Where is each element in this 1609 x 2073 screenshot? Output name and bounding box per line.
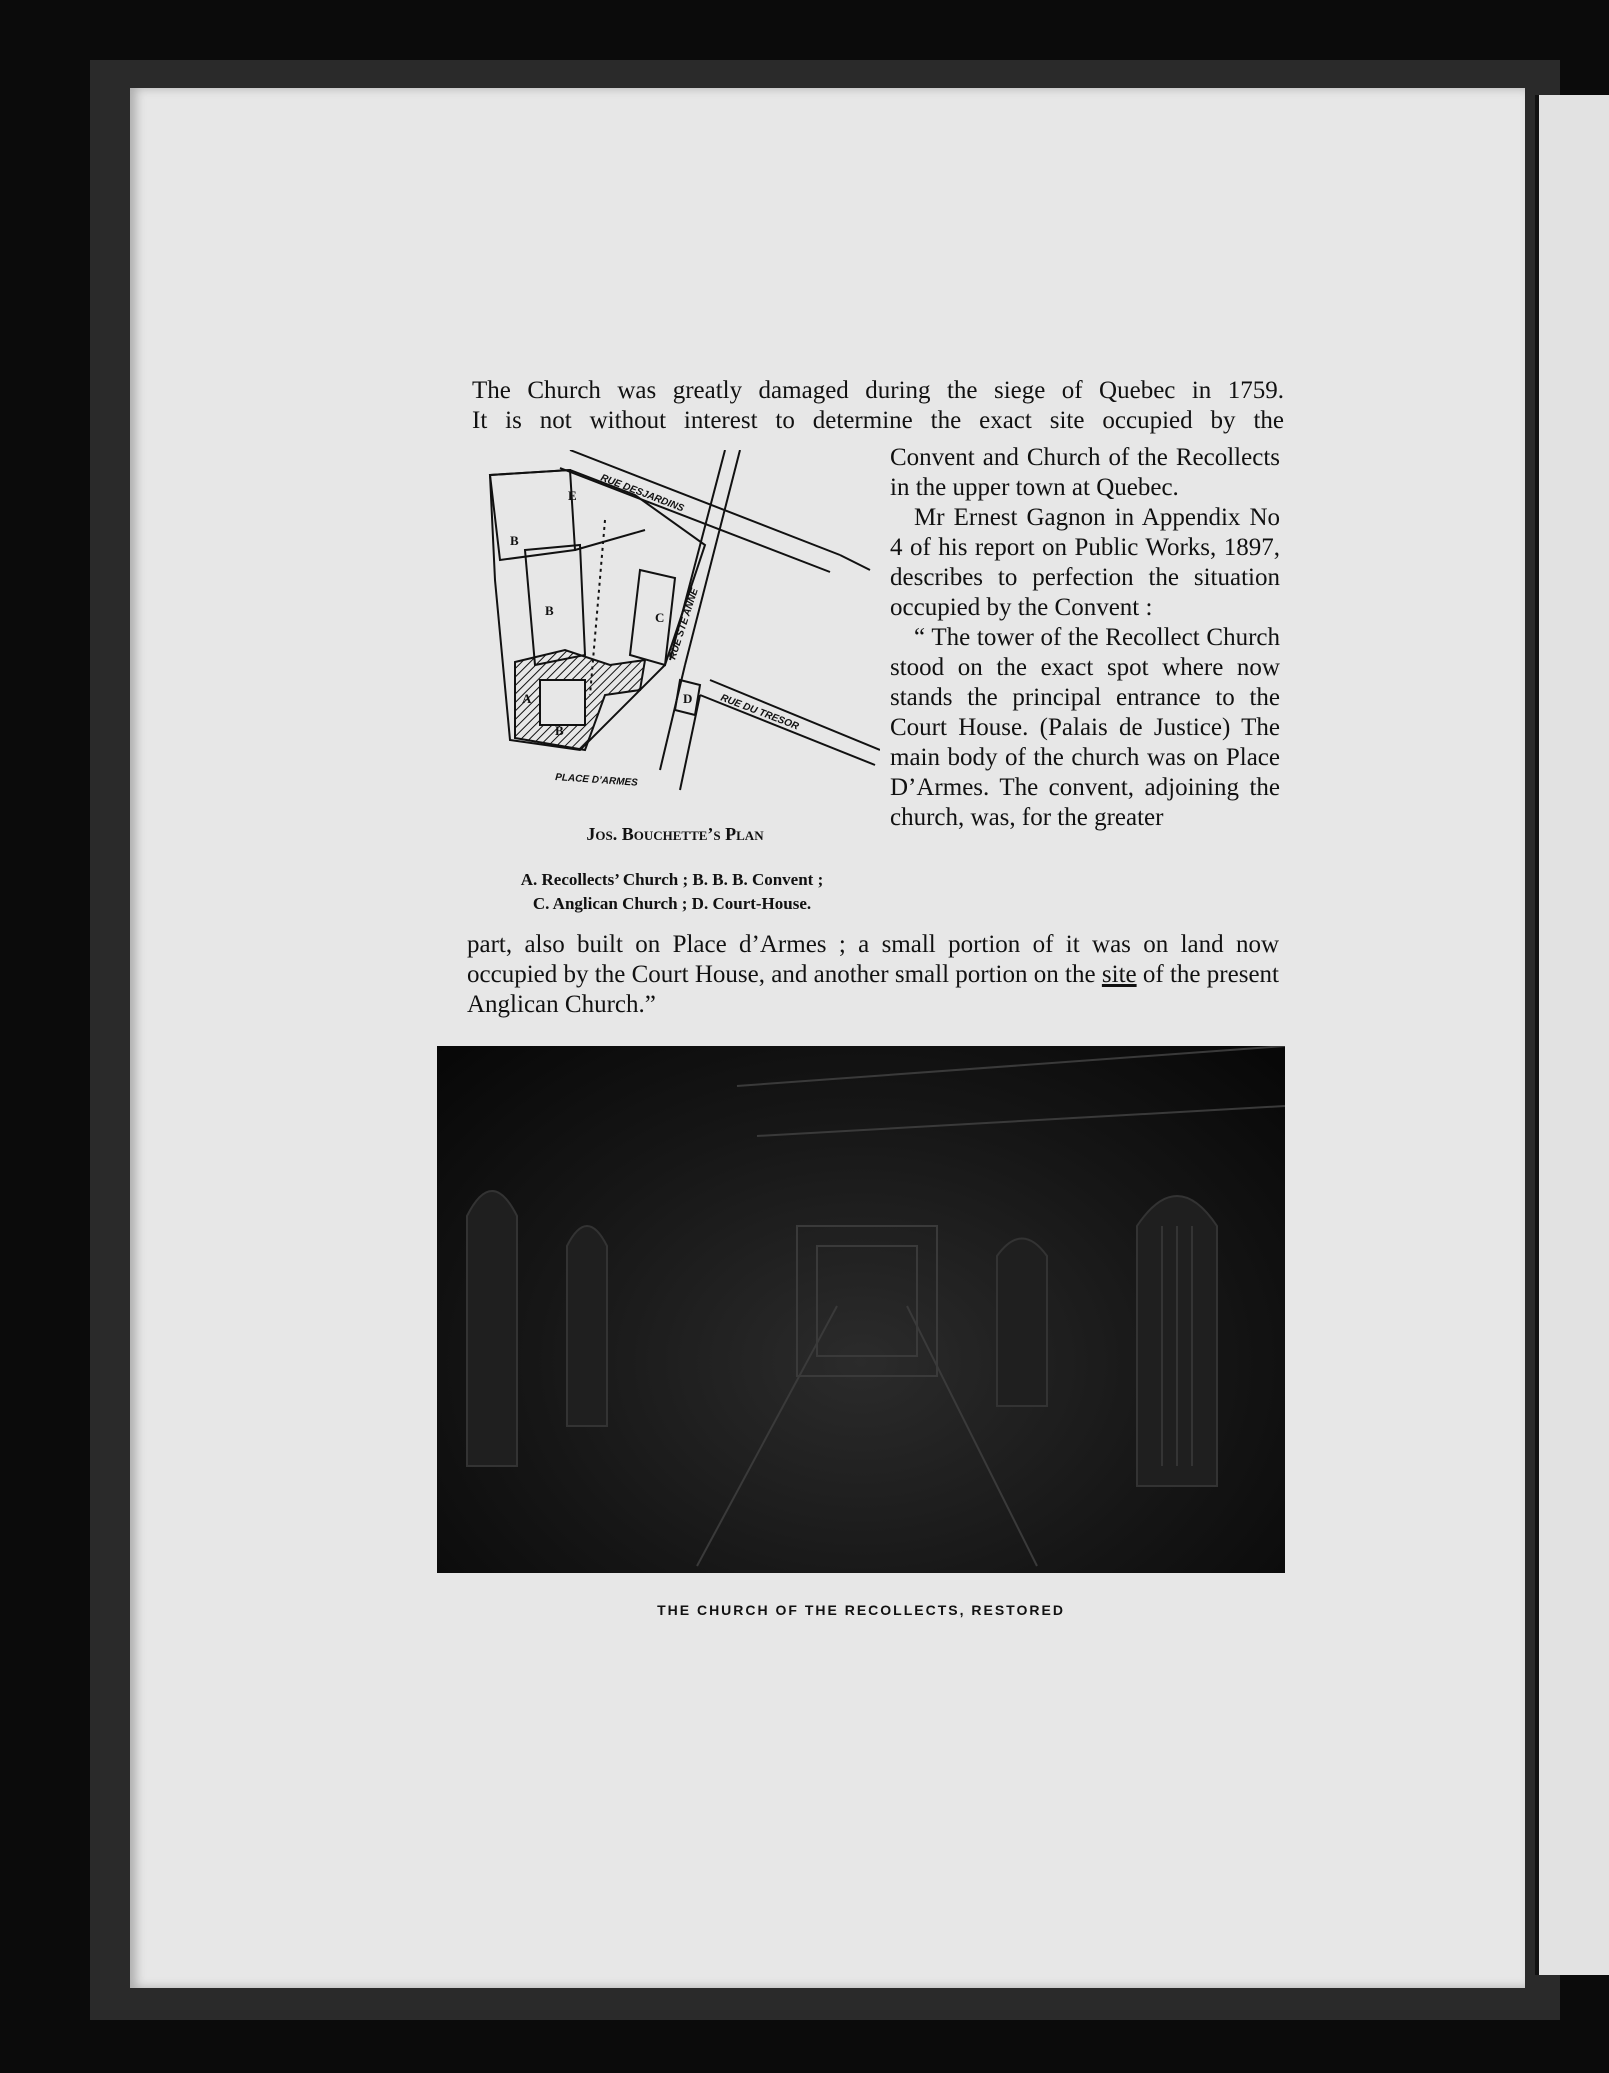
street-label-tresor: RUE DU TRESOR — [718, 692, 801, 733]
street-label-ste-anne: RUE STE ANNE — [667, 587, 701, 661]
map-letter-c: C — [655, 610, 665, 625]
map-letter-d: D — [683, 691, 693, 706]
map-letter-e: E — [568, 488, 577, 503]
text-column — [890, 443, 1280, 833]
intro-line-1: The Church was greatly damaged during the siege of Quebec in 1759. — [472, 377, 1284, 404]
map-letter-b2: B — [545, 603, 554, 618]
map-letter-b3: B — [555, 723, 564, 738]
facing-page-edge — [1535, 95, 1609, 1975]
church-interior-image — [437, 1046, 1285, 1573]
column-paragraph-3: “ The tower of the Recollect Church stood on the exact spot where now stands the principal entrance to the Court House. (Palais de Justice) The main body of the church was on Place D’Armes. The convent, adjoining the church, was, for the greater — [890, 624, 1280, 831]
church-interior-photo — [437, 1046, 1285, 1573]
map-letter-a: A — [522, 691, 532, 706]
street-label-desjardins: RUE DESJARDINS — [598, 472, 686, 515]
map-caption: Jos. Bouchette’s Plan — [586, 824, 764, 844]
intro-line-2: It is not without interest to determine the exact site occupied by the — [472, 407, 1284, 434]
column-paragraph-1: Convent and Church of the Recollects in the upper town at Quebec. — [890, 444, 1280, 501]
column-paragraph-2: Mr Ernest Gagnon in Appendix No 4 of his report on Public Works, 1897, describes to perfection the situation occupied by the Convent : — [890, 504, 1280, 621]
street-label-place-darmes: PLACE D’ARMES — [554, 772, 639, 789]
closing-paragraph — [467, 930, 1279, 1020]
map-letter-b1: B — [510, 533, 519, 548]
closing-end: of the present Anglican Church.” — [467, 961, 1279, 1018]
map-streets — [560, 450, 880, 790]
map-legend — [462, 868, 882, 916]
map-church-hatched — [515, 650, 645, 750]
closing-text: part, also built on Place d’Armes ; a small portion of it was on land now occupied by the Court House, and another small portion on the — [467, 931, 1279, 988]
map-legend-line-1: A. Recollects’ Church ; B. B. B. Convent ; — [520, 870, 824, 889]
photo-caption: THE CHURCH OF THE RECOLLECTS, RESTORED — [657, 1602, 1065, 1618]
bouchette-plan-map — [470, 450, 880, 805]
book-page — [130, 88, 1525, 1988]
site-word: site — [1101, 961, 1137, 988]
map-legend-line-2: C. Anglican Church ; D. Court-House. — [532, 894, 812, 913]
